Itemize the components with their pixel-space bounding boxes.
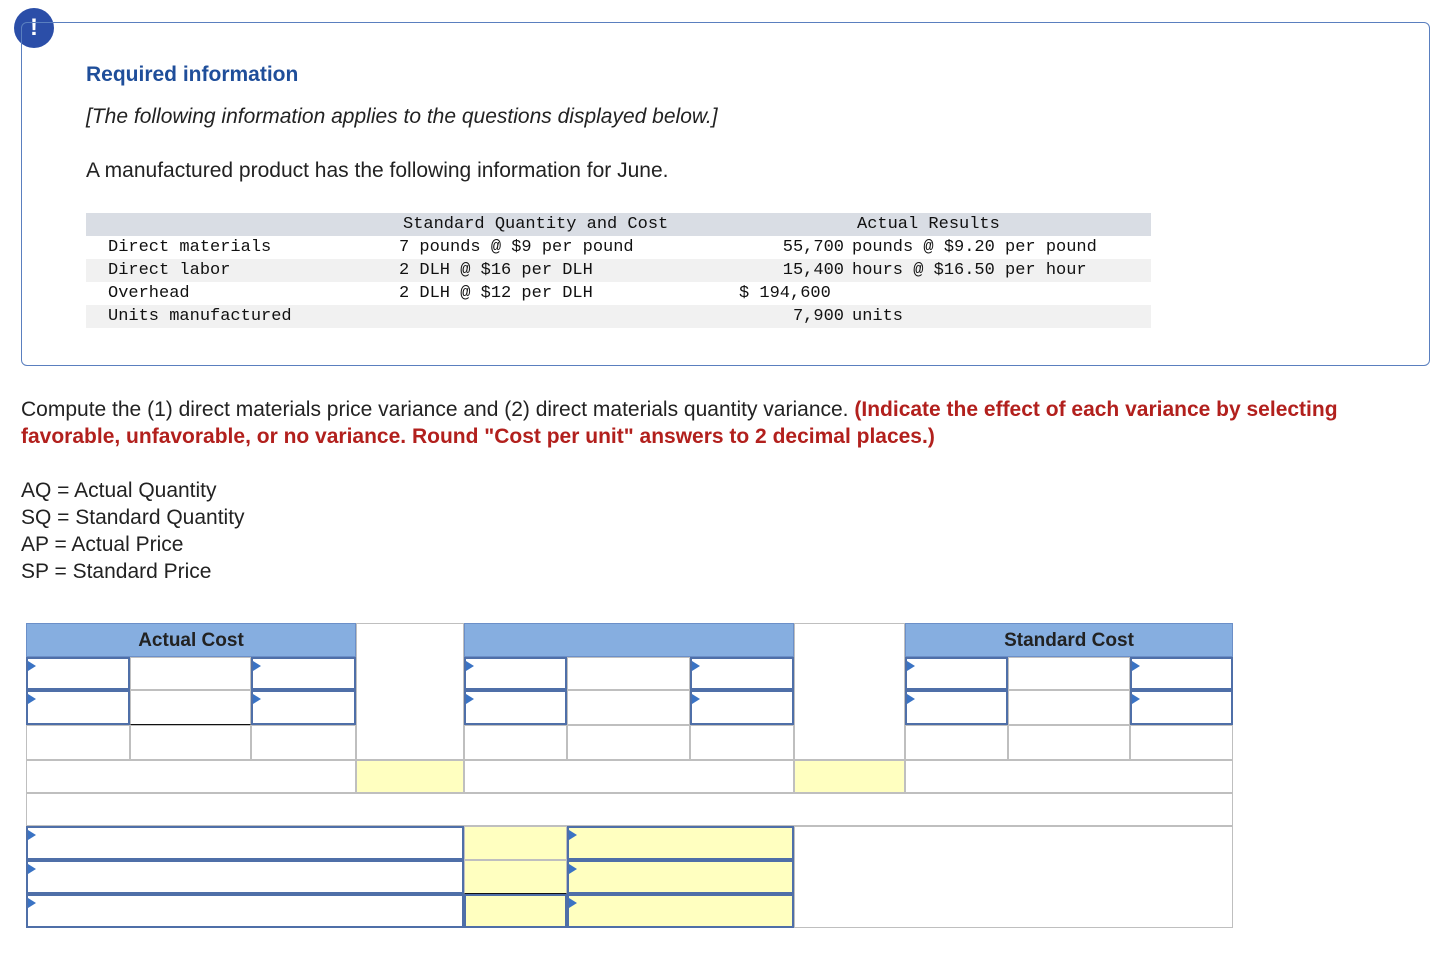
variance-label-select-3[interactable] [26,894,464,928]
standard-result-cell-1[interactable] [905,725,1008,760]
row-actual-num: $ 194,600 [739,284,831,303]
actual-label-select-3[interactable] [26,690,130,725]
header-actual-cost: Actual Cost [26,623,356,657]
row-label: Units manufactured [108,307,292,326]
middle-value-input-2[interactable] [567,690,690,725]
required-title: Required information [86,63,299,86]
row-actual-num: 15,400 [782,261,844,280]
standard-result-cell-2[interactable] [1008,725,1130,760]
header-standard: Standard Quantity and Cost [403,215,669,234]
spacer-col-2 [794,623,905,760]
row-actual-num: 7,900 [792,307,844,326]
variance-amount-input-2[interactable] [464,860,567,894]
definition-ap: AP = Actual Price [21,533,184,556]
actual-result-cell-2[interactable] [130,725,251,760]
header-actual: Actual Results [857,215,1000,234]
standard-label-select-3[interactable] [905,690,1008,725]
question-text [21,396,1421,450]
actual-value-input-2[interactable] [130,690,251,725]
actual-label-select-1[interactable] [26,657,130,690]
row-actual-text: hours @ $16.50 per hour [852,261,1087,280]
standard-value-input-1[interactable] [1008,657,1130,690]
variance-amount-input-3[interactable] [464,894,567,928]
info-row-direct-materials [86,236,1151,259]
middle-label-select-4[interactable] [690,690,794,725]
actual-label-select-4[interactable] [251,690,356,725]
info-table-header [86,213,1151,236]
variance-effect-select-3[interactable] [567,894,794,928]
required-subtitle: [The following information applies to the questions displayed below.] [86,105,718,128]
row-label: Overhead [108,284,190,303]
definition-sp: SP = Standard Price [21,560,212,583]
variance-effect-select-1[interactable] [567,826,794,860]
info-table [86,213,1151,328]
standard-label-select-2[interactable] [1130,657,1233,690]
worksheet-spacer-row [26,793,1233,826]
row-standard: 2 DLH @ $16 per DLH [399,261,593,280]
required-intro: A manufactured product has the following information for June. [86,159,669,182]
info-row-units [86,305,1151,328]
definition-sq: SQ = Standard Quantity [21,506,245,529]
middle-result-cell-1[interactable] [464,725,567,760]
middle-total-cell[interactable] [464,760,794,793]
row-label: Direct labor [108,261,231,280]
actual-result-cell-1[interactable] [26,725,130,760]
standard-label-select-4[interactable] [1130,690,1233,725]
standard-result-cell-3[interactable] [1130,725,1233,760]
info-row-direct-labor [86,259,1151,282]
middle-label-select-3[interactable] [464,690,567,725]
row-actual-text: units [852,307,904,326]
variance-label-select-2[interactable] [26,860,464,894]
row-standard: 7 pounds @ $9 per pound [399,238,634,257]
middle-value-input-1[interactable] [567,657,690,690]
alert-icon: ! [14,8,54,48]
row-actual-num: 55,700 [782,238,844,257]
variance-effect-select-2[interactable] [567,860,794,894]
header-standard-cost: Standard Cost [905,623,1233,657]
actual-result-cell-3[interactable] [251,725,356,760]
variance-amount-input-1[interactable] [464,826,567,860]
standard-value-input-2[interactable] [1008,690,1130,725]
spacer-col-1 [356,623,464,760]
actual-total-cell[interactable] [26,760,356,793]
middle-result-cell-3[interactable] [690,725,794,760]
row-actual-text: pounds @ $9.20 per pound [852,238,1097,257]
actual-label-select-2[interactable] [251,657,356,690]
price-variance-amount-input[interactable] [356,760,464,793]
question-main: Compute the (1) direct materials price variance and (2) direct materials quantity variance. [21,398,849,421]
definition-aq: AQ = Actual Quantity [21,479,217,502]
middle-label-select-2[interactable] [690,657,794,690]
question-instruction: (Indicate the effect of each variance by selecting favorable, unfavorable, or no variance. Round "Cost per unit" answers to 2 decimal places.) [21,398,1338,448]
middle-result-cell-2[interactable] [567,725,690,760]
header-middle [464,623,794,657]
variance-label-select-1[interactable] [26,826,464,860]
standard-total-cell[interactable] [905,760,1233,793]
middle-label-select-1[interactable] [464,657,567,690]
actual-value-input-1[interactable] [130,657,251,690]
info-row-overhead [86,282,1151,305]
row-standard: 2 DLH @ $12 per DLH [399,284,593,303]
variance-worksheet [26,623,1233,928]
row-label: Direct materials [108,238,272,257]
standard-label-select-1[interactable] [905,657,1008,690]
definitions-list [21,477,245,585]
quantity-variance-amount-input[interactable] [794,760,905,793]
required-info-box [21,22,1430,366]
worksheet-blank-area [794,826,1233,928]
